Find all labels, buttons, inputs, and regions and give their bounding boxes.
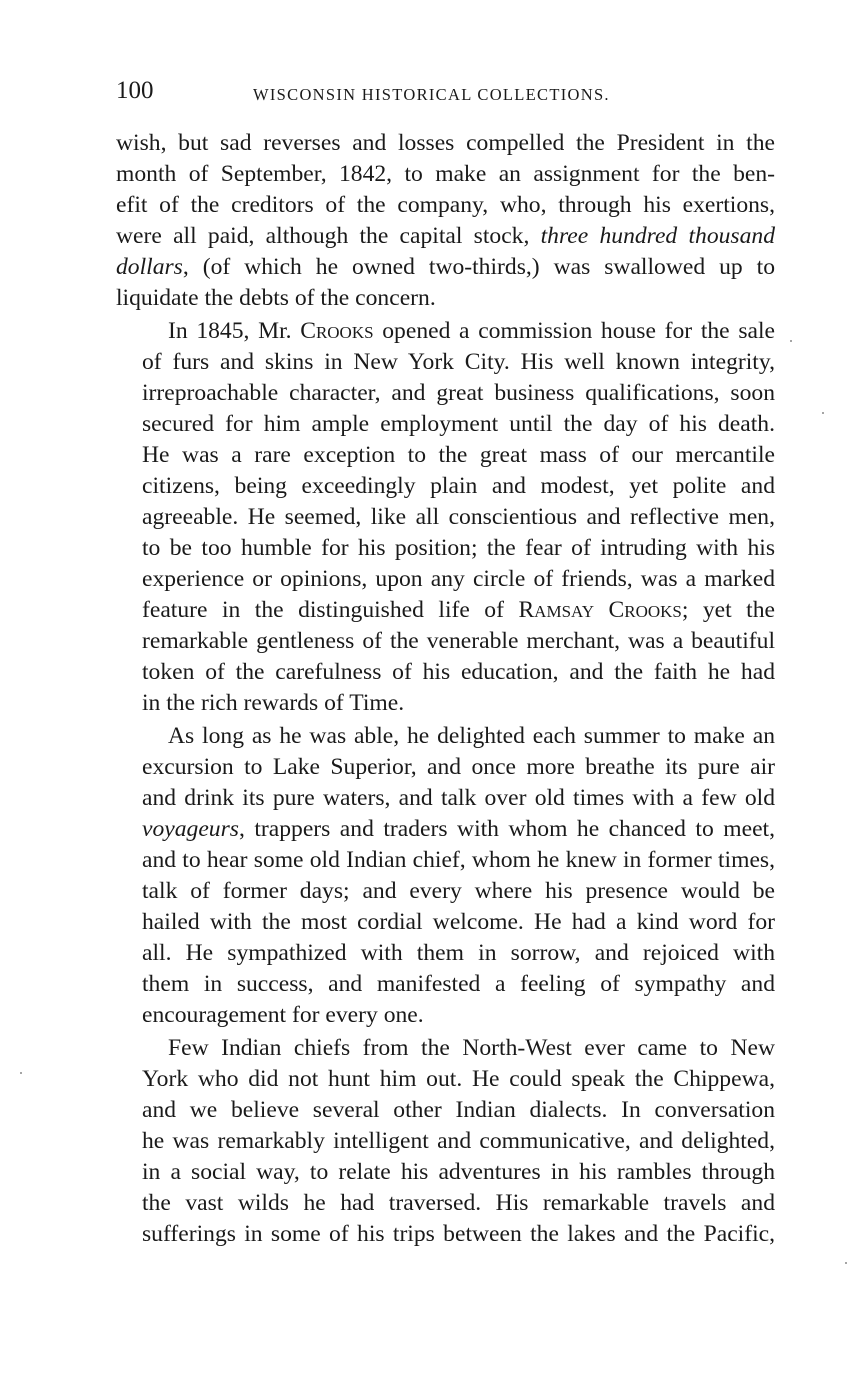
text-segment: , (of which he owned two-thirds,) was swallowed up to bbox=[182, 254, 775, 280]
text-line: of furs and skins in New York City. His well known integrity, bbox=[142, 349, 775, 375]
text-segment: opened a commission house for the sale bbox=[373, 318, 775, 344]
text-line: irreproachable character, and great business qualifications, soon bbox=[142, 380, 775, 406]
text-line: wish, but sad reverses and losses compelled the President in the bbox=[116, 130, 775, 156]
body-text bbox=[116, 128, 775, 1252]
italic-phrase: three hundred thousand bbox=[540, 223, 775, 249]
running-header bbox=[116, 74, 776, 108]
paragraph bbox=[116, 128, 775, 314]
text-line: experience or opinions, upon any circle of friends, was a marked bbox=[142, 566, 775, 592]
paragraph bbox=[116, 1033, 775, 1250]
text-line: in a social way, to relate his adventures in his rambles through bbox=[142, 1159, 775, 1185]
text-line: agreeable. He seemed, like all conscientious and reflective men, bbox=[142, 504, 775, 530]
text-segment: were all paid, although the capital stock, bbox=[116, 223, 541, 249]
paragraph bbox=[116, 721, 775, 1031]
text-line: liquidate the debts of the concern. bbox=[116, 285, 436, 311]
text-line: talk of former days; and every where his presence would be bbox=[142, 878, 775, 904]
paragraph bbox=[116, 316, 775, 719]
italic-phrase: voyageurs bbox=[142, 816, 239, 842]
text-segment: feature in the distinguished life of bbox=[142, 597, 519, 623]
text-line: token of the carefulness of his education, and the faith he had bbox=[142, 659, 775, 685]
text-line bbox=[116, 595, 775, 626]
text-line: them in success, and manifested a feeling of sympathy and bbox=[142, 971, 775, 997]
text-line bbox=[116, 316, 775, 347]
text-line: all. He sympathized with them in sorrow, and rejoiced with bbox=[142, 940, 775, 966]
running-title: WISCONSIN HISTORICAL COLLECTIONS. bbox=[253, 85, 610, 104]
text-line: to be too humble for his position; the fear of intruding with his bbox=[142, 535, 775, 561]
text-line: citizens, being exceedingly plain and modest, yet polite and bbox=[142, 473, 775, 499]
page-number: 100 bbox=[116, 77, 154, 104]
paper-speck bbox=[822, 412, 824, 414]
text-line: and to hear some old Indian chief, whom he knew in former times, bbox=[142, 847, 775, 873]
text-line: he was remarkably intelligent and communicative, and delighted, bbox=[142, 1128, 775, 1154]
text-line: Few Indian chiefs from the North-West ever came to New bbox=[168, 1035, 775, 1061]
text-line: secured for him ample employment until the day of his death. bbox=[142, 411, 775, 437]
text-line: hailed with the most cordial welcome. He had a kind word for bbox=[142, 909, 775, 935]
italic-phrase: dollars bbox=[116, 254, 183, 280]
text-segment: ; yet the bbox=[681, 597, 776, 623]
text-line: month of September, 1842, to make an assignment for the ben- bbox=[116, 161, 775, 187]
text-line: As long as he was able, he delighted each summer to make an bbox=[168, 723, 775, 749]
text-line: encouragement for every one. bbox=[142, 1002, 424, 1028]
paper-speck bbox=[20, 1072, 22, 1074]
small-caps-name: Ramsay Crooks bbox=[518, 597, 682, 623]
text-line: and we believe several other Indian dialects. In conversation bbox=[142, 1097, 775, 1123]
text-line: remarkable gentleness of the venerable merchant, was a beautiful bbox=[142, 628, 775, 654]
text-line bbox=[116, 814, 775, 845]
text-line: sufferings in some of his trips between the lakes and the Pacific, bbox=[142, 1221, 775, 1247]
paper-speck bbox=[790, 340, 792, 342]
text-line: excursion to Lake Superior, and once more breathe its pure air bbox=[142, 754, 775, 780]
text-line: efit of the creditors of the company, who, through his exertions, bbox=[116, 192, 775, 218]
text-line bbox=[116, 252, 775, 283]
text-line: in the rich rewards of Time. bbox=[142, 690, 405, 716]
text-line: York who did not hunt him out. He could speak the Chippewa, bbox=[142, 1066, 775, 1092]
text-line bbox=[116, 221, 775, 252]
paper-speck bbox=[845, 1262, 847, 1264]
small-caps-name: Crooks bbox=[300, 318, 374, 344]
text-line: the vast wilds he had traversed. His remarkable travels and bbox=[142, 1190, 775, 1216]
text-segment: , trappers and traders with whom he chanced to meet, bbox=[238, 816, 775, 842]
text-line: and drink its pure waters, and talk over old times with a few old bbox=[142, 785, 775, 811]
text-line: He was a rare exception to the great mass of our mercantile bbox=[142, 442, 775, 468]
text-segment: In 1845, Mr. bbox=[168, 318, 301, 344]
